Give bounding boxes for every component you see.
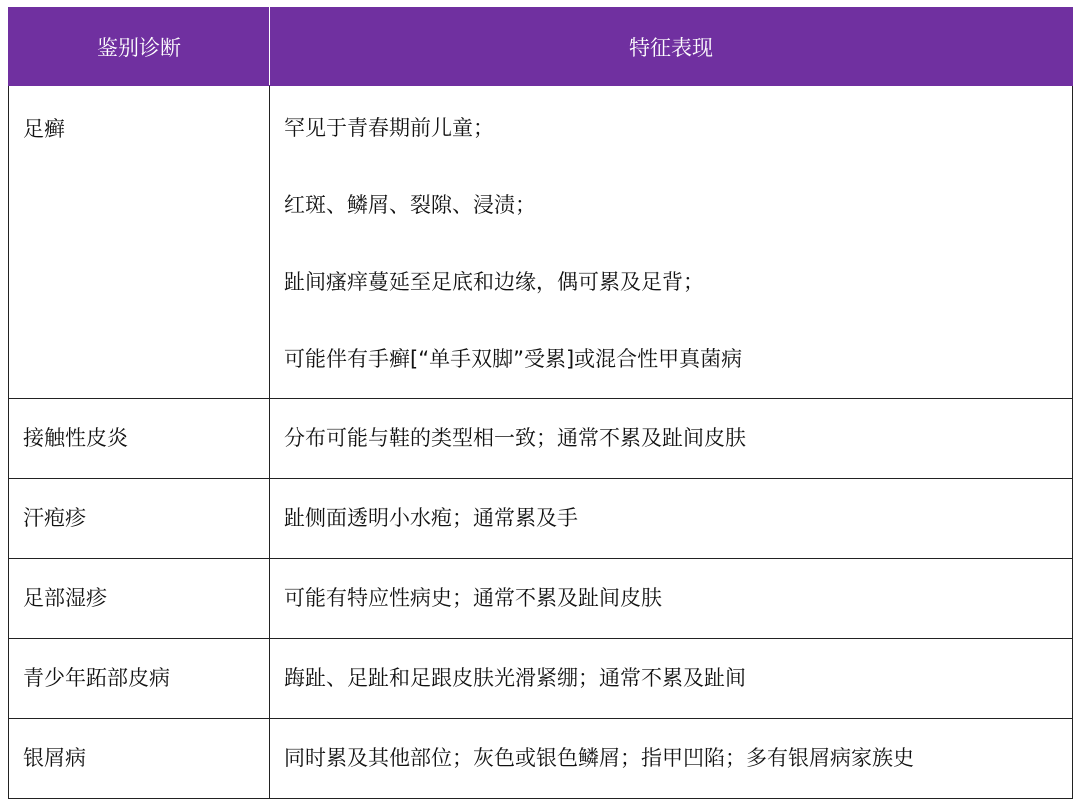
differential-diagnosis-table: [8, 7, 1073, 799]
diagnosis-name: 青少年跖部皮病: [9, 639, 270, 719]
feature-line: 可能伴有手癣[“单手双脚”受累]或混合性甲真菌病: [284, 347, 743, 371]
feature-line: 趾间瘙痒蔓延至足底和边缘，偶可累及足背；: [284, 270, 704, 294]
diagnosis-name: 汗疱疹: [9, 479, 270, 559]
differential-diagnosis-table-wrapper: [8, 7, 1072, 799]
table-row: [9, 719, 1073, 799]
feature-line: 分布可能与鞋的类型相一致；通常不累及趾间皮肤: [270, 399, 1073, 479]
features-cell: [270, 86, 1073, 399]
table-row: [9, 399, 1073, 479]
header-features: 特征表现: [270, 8, 1073, 86]
table-row: [9, 639, 1073, 719]
feature-line: 红斑、鳞屑、裂隙、浸渍；: [284, 193, 536, 217]
table-row: [9, 559, 1073, 639]
header-diagnosis: 鉴别诊断: [9, 8, 270, 86]
diagnosis-name: 足癣: [9, 86, 270, 399]
feature-line: 踇趾、足趾和足跟皮肤光滑紧绷；通常不累及趾间: [270, 639, 1073, 719]
feature-line: 罕见于青春期前儿童；: [284, 116, 494, 140]
feature-line: 同时累及其他部位；灰色或银色鳞屑；指甲凹陷；多有银屑病家族史: [270, 719, 1073, 799]
table-row: [9, 479, 1073, 559]
diagnosis-name: 足部湿疹: [9, 559, 270, 639]
header-row: [9, 8, 1073, 86]
feature-line: 可能有特应性病史；通常不累及趾间皮肤: [270, 559, 1073, 639]
diagnosis-name: 银屑病: [9, 719, 270, 799]
diagnosis-name: 接触性皮炎: [9, 399, 270, 479]
table-body: [9, 86, 1073, 799]
table-row: [9, 86, 1073, 399]
feature-line: 趾侧面透明小水疱；通常累及手: [270, 479, 1073, 559]
table-header: [9, 8, 1073, 86]
